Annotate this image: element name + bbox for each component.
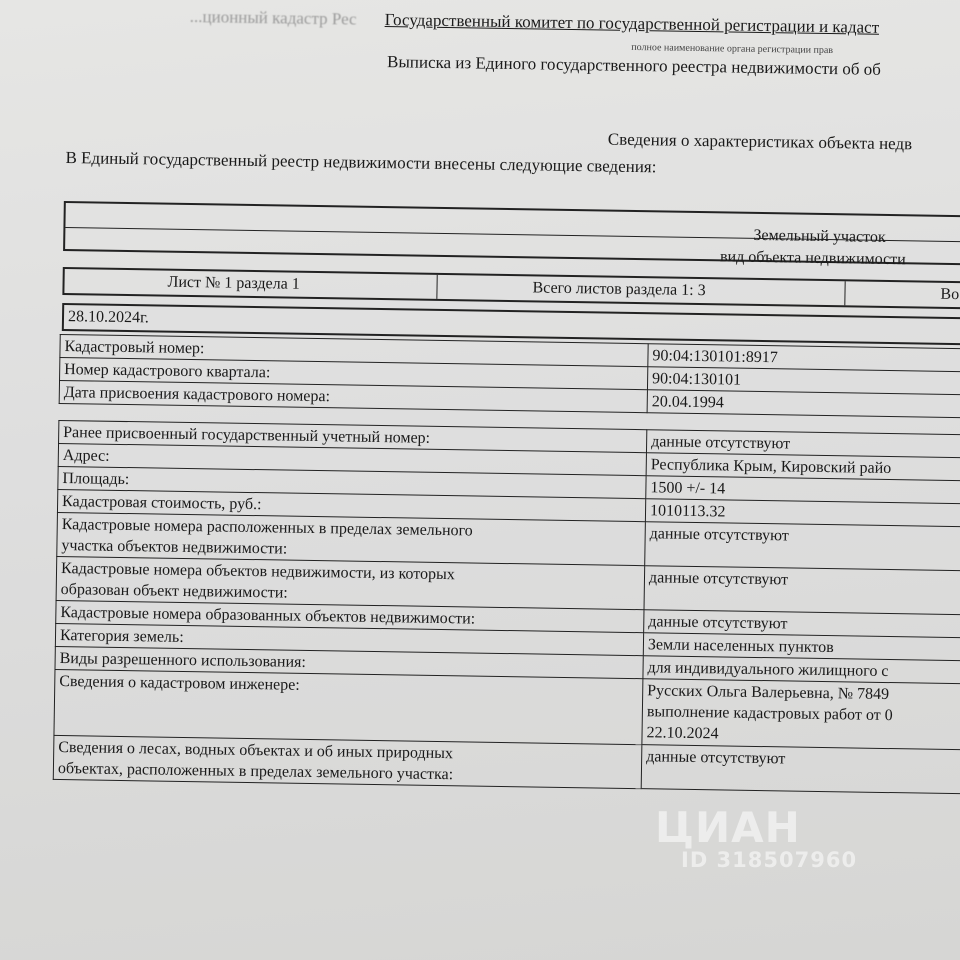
row-value: 1500 +/- 14 [646, 476, 960, 505]
row-value: Республика Крым, Кировский райо [646, 453, 960, 482]
row-value: данные отсутствуют [644, 566, 960, 616]
row-label: Кадастровые номера объектов недвижимости, из которых образован объект недвижимости: [56, 556, 645, 609]
registrar-prefix: ...ционный кадастр Рес [189, 6, 357, 29]
row-label: Кадастровый номер: [60, 334, 648, 366]
extract-date: 28.10.2024г. [62, 303, 960, 347]
characteristics-table [53, 420, 960, 796]
object-type-box [63, 201, 960, 267]
intro-text: В Единый государственный реестр недвижимости внесены следующие сведения: [65, 148, 657, 177]
registrar-caption: полное наименование органа регистрации прав [631, 41, 834, 57]
row-value: данные отсутствуют [644, 610, 960, 639]
row-label: Адрес: [58, 443, 646, 475]
cian-watermark-id: ID 318507960 [681, 848, 858, 872]
row-value: данные отсутствуют [641, 745, 960, 795]
row-value: 20.04.1994 [647, 390, 960, 419]
row-label: Кадастровые номера образованных объектов недвижимости: [56, 600, 644, 632]
row-label: Дата присвоения кадастрового номера: [59, 380, 647, 412]
row-label: Ранее присвоенный государственный учетный номер: [59, 420, 647, 452]
row-value: для индивидуального жилищного с [643, 656, 960, 685]
section-title: Сведения о характеристиках объекта недв [607, 129, 913, 154]
row-value: 90:04:130101 [647, 367, 960, 396]
row-value: 90:04:130101:8917 [648, 344, 960, 373]
extract-title: Выписка из Единого государственного реестра недвижимости об об [386, 52, 882, 79]
row-value: данные отсутствуют [645, 522, 960, 572]
cian-watermark-logo: ЦИАН [655, 803, 801, 852]
registrar-name: Государственный комитет по государственной регистрации и кадаст [384, 10, 880, 37]
row-value: данные отсутствуют [646, 430, 960, 459]
row-label: Категория земель: [55, 623, 643, 655]
object-type-caption: вид объекта недвижимости [719, 248, 906, 269]
row-label: Сведения о лесах, водных объектах и об иных природных объектах, расположенных в пределах земельного участка: [53, 735, 642, 788]
cadastral-id-table [59, 334, 960, 420]
row-value: Земли населенных пунктов [643, 633, 960, 662]
row-label: Кадастровая стоимость, руб.: [57, 489, 645, 521]
row-label: Виды разрешенного использования: [55, 646, 643, 678]
sheet-number: Лист № 1 раздела 1 [64, 269, 437, 299]
row-label: Номер кадастрового квартала: [60, 357, 648, 389]
sheet-total: Всего листов раздела 1: 3 [437, 275, 845, 305]
row-label: Площадь: [58, 466, 646, 498]
object-type: Земельный участок [753, 226, 886, 246]
row-value: 1010113.32 [645, 499, 960, 528]
row-label: Сведения о кадастровом инженере: [54, 669, 643, 744]
row-value: Русских Ольга Валерьевна, № 7849 выполнение кадастровых работ от 0 22.10.2024 [642, 679, 960, 751]
sheet-extra: Во [940, 285, 960, 304]
row-label: Кадастровые номера расположенных в пределах земельного участка объектов недвижимости: [57, 512, 646, 565]
